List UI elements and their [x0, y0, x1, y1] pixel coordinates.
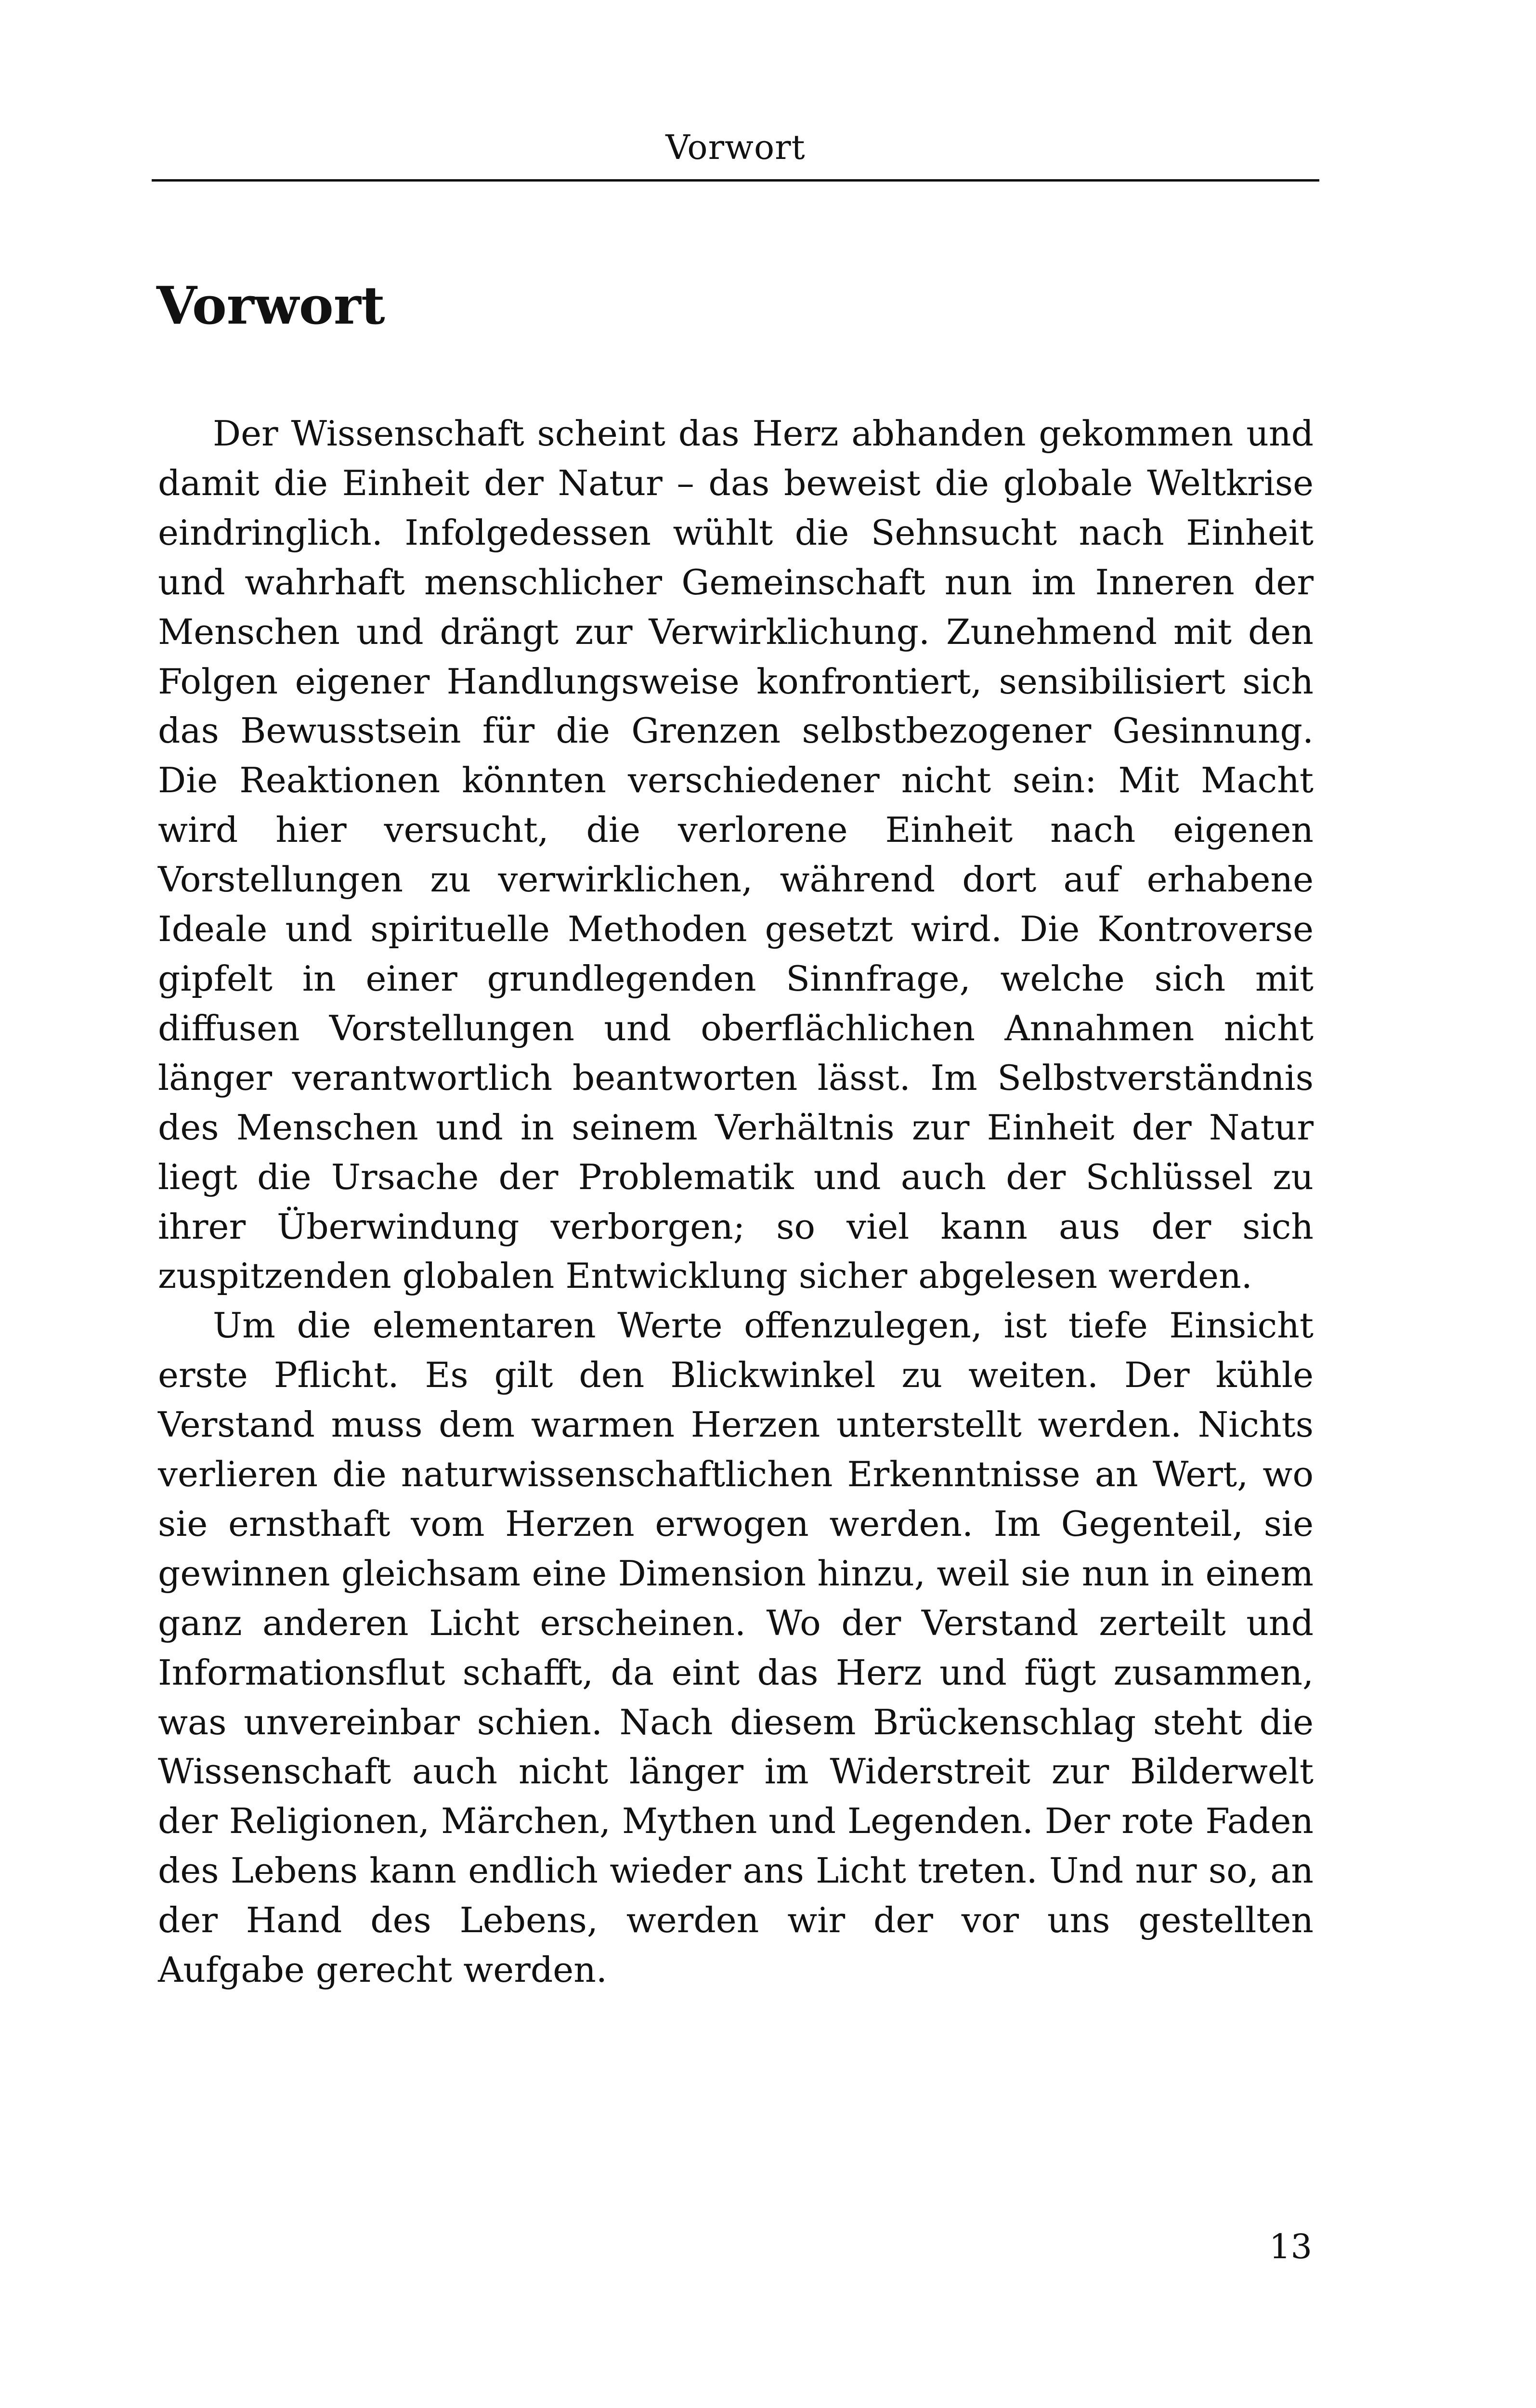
header-rule — [152, 179, 1319, 182]
page-number: 13 — [1269, 2227, 1312, 2266]
paragraph-2: Um die elementaren Werte offenzulegen, ist tiefe Einsicht erste Pflicht. Es gilt den Blickwinkel zu weiten. Der kühle Verstand muss dem warmen Herzen unterstellt werden. Nichts verlieren die naturwissenschaftlichen Erkenntnisse an Wert, wo sie ernsthaft vom Herzen erwogen werden. Im Gegenteil, sie gewinnen gleichsam eine Dimension hinzu, weil sie nun in einem ganz anderen Licht erscheinen. Wo der Verstand zerteilt und Informationsflut schafft, da eint das Herz und fügt zusammen, was unvereinbar schien. Nach diesem Brückenschlag steht die Wissenschaft auch nicht länger im Widerstreit zur Bilderwelt der Religionen, Märchen, Mythen und Legenden. Der rote Faden des Lebens kann endlich wieder ans Licht treten. Und nur so, an der Hand des Lebens, werden wir der vor uns gestellten Aufgabe gerecht werden. — [158, 1306, 1314, 1991]
body-text — [158, 409, 1314, 1995]
chapter-title: Vorwort — [156, 275, 385, 336]
paragraph-1: Der Wissenschaft scheint das Herz abhanden gekommen und damit die Einheit der Natur – das beweist die globale Weltkrise eindringlich. Infolgedessen wühlt die Sehnsucht nach Einheit und wahrhaft menschlicher Gemeinschaft nun im Inneren der Menschen und drängt zur Verwirklichung. Zunehmend mit den Folgen eigener Handlungsweise konfrontiert, sensibilisiert sich das Bewusstsein für die Grenzen selbstbezogener Gesinnung. Die Reaktionen könnten verschiedener nicht sein: Mit Macht wird hier versucht, die verlorene Einheit nach eigenen Vorstellungen zu verwirklichen, während dort auf erhabene Ideale und spirituelle Methoden gesetzt wird. Die Kontroverse gipfelt in einer grundlegenden Sinnfrage, welche sich mit diffusen Vorstellungen und oberflächlichen Annahmen nicht länger verantwortlich beantworten lässt. Im Selbstverständnis des Menschen und in seinem Verhältnis zur Einheit der Natur liegt die Ursache der Problematik und auch der Schlüssel zu ihrer Überwindung verborgen; so viel kann aus der sich zuspitzenden globalen Entwicklung sicher abgelesen werden. — [158, 414, 1314, 1297]
running-header: Vorwort — [665, 128, 806, 167]
